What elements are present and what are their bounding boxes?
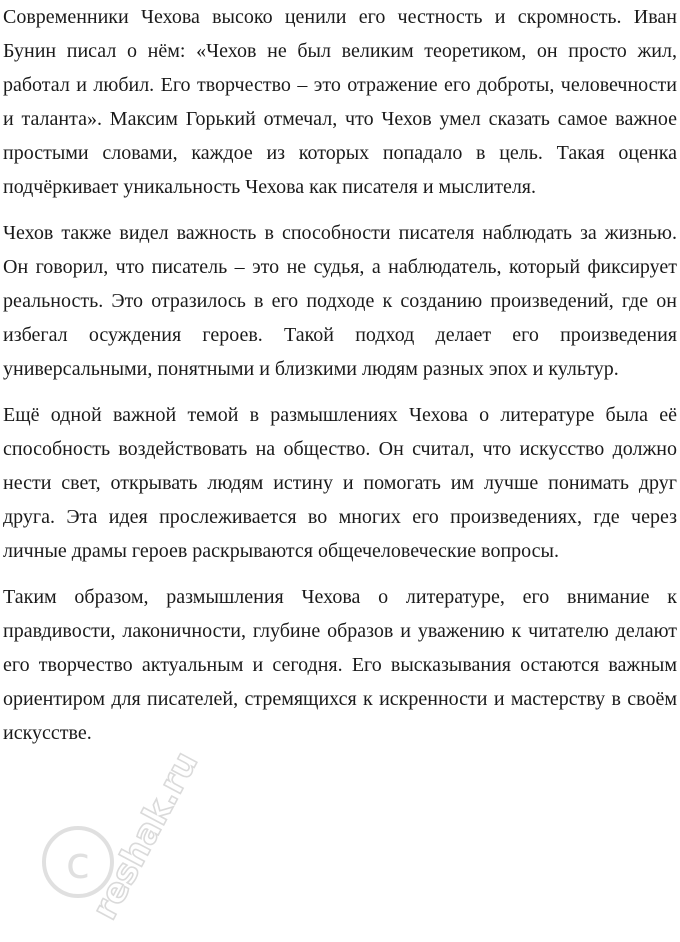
svg-text:c: c xyxy=(65,838,91,889)
paragraph-1: Современники Чехова высоко ценили его честность и скромность. Иван Бунин писал о нём: «Чехов не был великим теоретиком, он просто жил, работал и любил. Его творчество – это отражение его доброты, человечности и таланта». Максим Горький отмечал, что Чехов умел сказать самое важное простыми словами, каждое из которых попадало в цель. Такая оценка подчёркивает уникальность Чехова как писателя и мыслителя. xyxy=(3,6,677,198)
paragraph-2: Чехов также видел важность в способности писателя наблюдать за жизнью. Он говорил, что писатель – это не судья, а наблюдатель, который фиксирует реальность. Это отразилось в его подходе к созданию произведений, где он избегал осуждения героев. Такой подход делает его произведения универсальными, понятными и близкими людям разных эпох и культур. xyxy=(3,222,677,380)
watermark-text: reshak.ru xyxy=(84,745,207,927)
paragraph-3: Ещё одной важной темой в размышлениях Чехова о литературе была её способность воздействовать на общество. Он считал, что искусство должно нести свет, открывать людям истину и помогать им лучше понимать друг друга. Эта идея прослеживается во многих его произведениях, где через личные драмы героев раскрываются общечеловеческие вопросы. xyxy=(3,404,677,562)
document-body xyxy=(3,0,677,762)
paragraph-4: Таким образом, размышления Чехова о литературе, его внимание к правдивости, лаконичности, глубине образов и уважению к читателю делают его творчество актуальным и сегодня. Его высказывания остаются важным ориентиром для писателей, стремящихся к искренности и мастерству в своём искусстве. xyxy=(3,586,677,744)
